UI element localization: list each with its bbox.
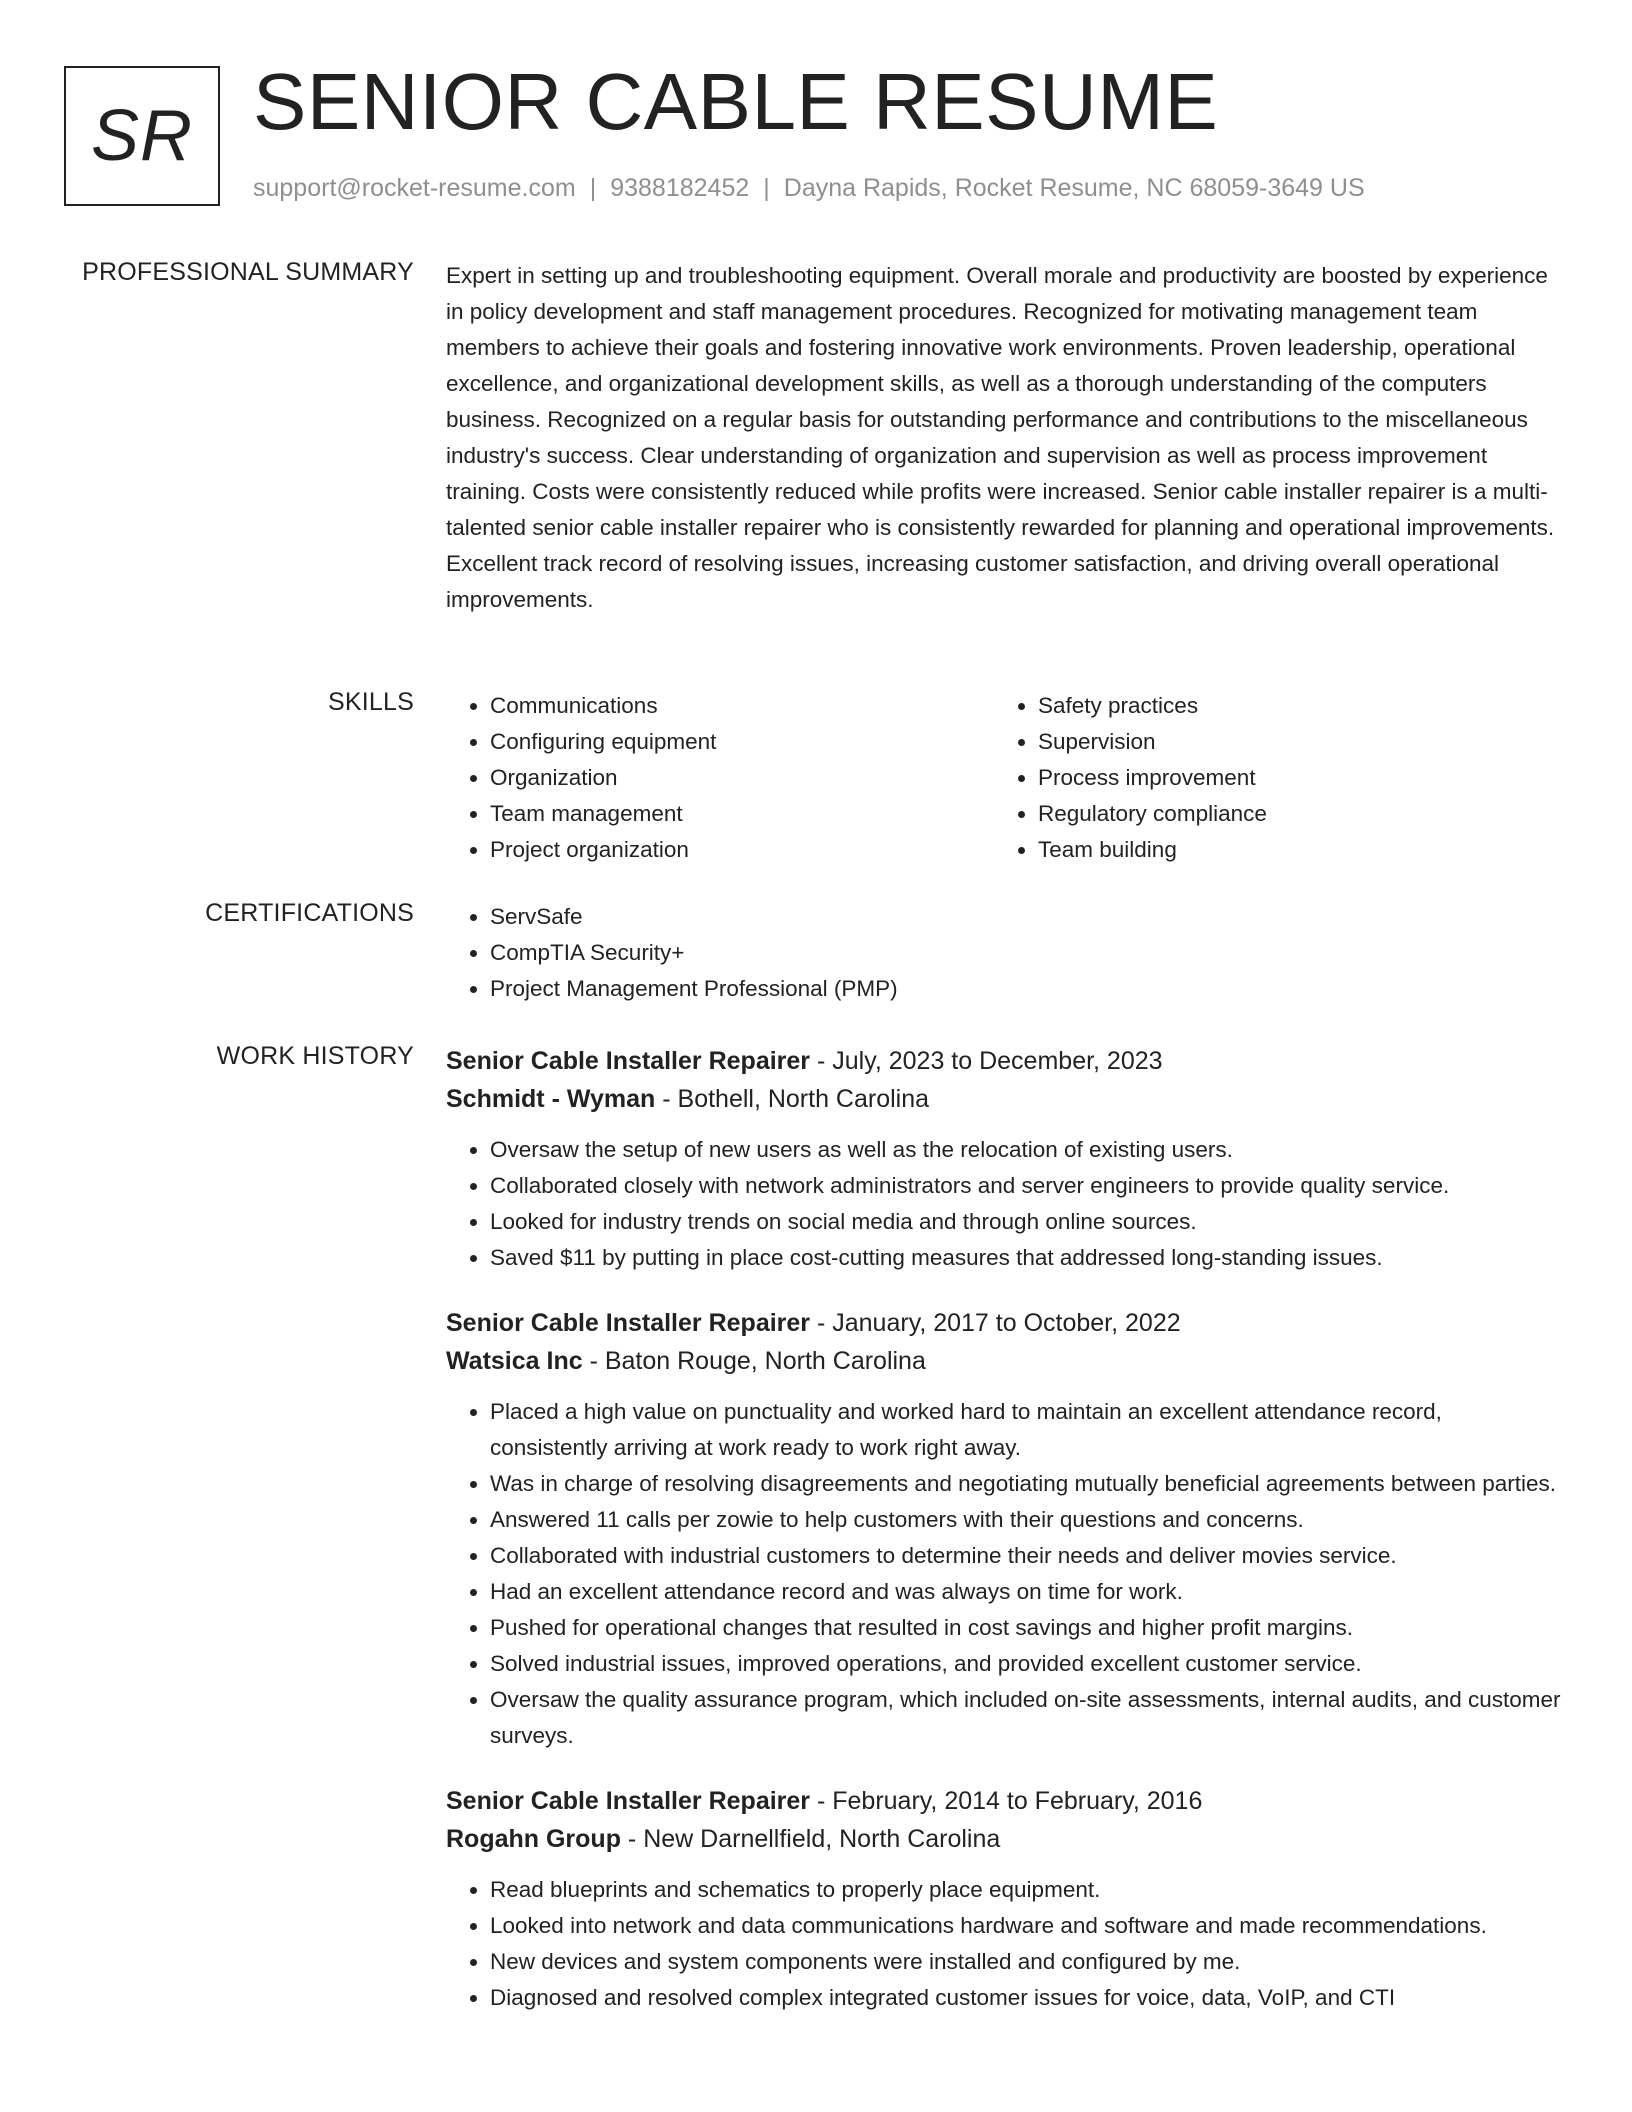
- skill-item: • Safety practices: [1038, 688, 1542, 724]
- job-duty: • Read blueprints and schematics to properly place equipment.: [490, 1872, 1562, 1908]
- skills-grid: [446, 688, 1562, 868]
- section-label-summary: PROFESSIONAL SUMMARY: [82, 258, 414, 286]
- skills-column-left: [446, 688, 994, 868]
- job-dates: - February, 2014 to February, 2016: [810, 1787, 1203, 1815]
- job-title-line: [446, 1042, 1562, 1080]
- job-location: - Bothell, North Carolina: [655, 1085, 930, 1113]
- contact-email: support@rocket-resume.com: [253, 174, 576, 202]
- skills-list-right: [994, 688, 1542, 868]
- job-duty: • Solved industrial issues, improved operations, and provided excellent customer service.: [490, 1646, 1562, 1682]
- skill-item: • Organization: [490, 760, 994, 796]
- skill-item: • Team management: [490, 796, 994, 832]
- job-company: Schmidt - Wyman: [446, 1085, 656, 1113]
- job-company-line: [446, 1342, 1562, 1380]
- job-dates: - January, 2017 to October, 2022: [810, 1309, 1181, 1337]
- skill-item: • Configuring equipment: [490, 724, 994, 760]
- skills-column-right: [994, 688, 1542, 868]
- skill-item: • Process improvement: [1038, 760, 1542, 796]
- job-entry: [446, 1782, 1562, 2016]
- certification-item: • ServSafe: [490, 899, 1562, 935]
- contact-separator: |: [763, 174, 770, 202]
- monogram-initials: SR: [90, 96, 194, 176]
- skill-item: • Regulatory compliance: [1038, 796, 1542, 832]
- contact-address: Dayna Rapids, Rocket Resume, NC 68059-3649 US: [783, 174, 1365, 202]
- skill-item: • Team building: [1038, 832, 1542, 868]
- job-duty: • Looked for industry trends on social media and through online sources.: [490, 1204, 1562, 1240]
- summary-body: [446, 258, 1562, 618]
- job-entry: [446, 1304, 1562, 1754]
- work-history-body: [446, 1042, 1562, 2016]
- contact-phone: 9388182452: [610, 174, 750, 202]
- job-dates: - July, 2023 to December, 2023: [810, 1047, 1163, 1075]
- job-duty: • Collaborated with industrial customers to determine their needs and deliver movies service.: [490, 1538, 1562, 1574]
- skills-body: [446, 688, 1562, 868]
- job-duty: • Answered 11 calls per zowie to help customers with their questions and concerns.: [490, 1502, 1562, 1538]
- job-location: - Baton Rouge, North Carolina: [582, 1347, 926, 1375]
- job-duty: • Oversaw the quality assurance program, which included on-site assessments, internal audits, and customer surveys.: [490, 1682, 1562, 1754]
- job-company-line: [446, 1820, 1562, 1858]
- job-title: Senior Cable Installer Repairer: [446, 1047, 811, 1075]
- job-duty: • Pushed for operational changes that resulted in cost savings and higher profit margins.: [490, 1610, 1562, 1646]
- job-company: Watsica Inc: [446, 1347, 583, 1375]
- job-title-line: [446, 1304, 1562, 1342]
- resume-name: SENIOR CABLE RESUME: [253, 57, 1219, 146]
- section-label-work-history: WORK HISTORY: [216, 1042, 414, 1070]
- job-entry: [446, 1042, 1562, 1276]
- job-duty: • Saved $11 by putting in place cost-cutting measures that addressed long-standing issues.: [490, 1240, 1562, 1276]
- section-label-certifications: CERTIFICATIONS: [205, 899, 414, 927]
- monogram-box: [64, 66, 220, 206]
- job-duties-list: [446, 1872, 1562, 2016]
- summary-text: Expert in setting up and troubleshooting equipment. Overall morale and productivity are boosted by experience in policy development and staff management procedures. Recognized for motivating management team members to achieve their goals and fostering innovative work environments. Proven leadership, operational excellence, and organizational development skills, as well as a thorough understanding of the computers business. Recognized on a regular basis for outstanding performance and contributions to the miscellaneous industry's success. Clear understanding of organization and supervision as well as process improvement training. Costs were consistently reduced while profits were increased. Senior cable installer repairer is a multi-talented senior cable installer repairer who is consistently rewarded for planning and operational improvements. Excellent track record of resolving issues, increasing customer satisfaction, and driving overall operational improvements.: [446, 263, 1555, 612]
- certifications-list: [446, 899, 1562, 1007]
- skill-item: • Project organization: [490, 832, 994, 868]
- certifications-body: [446, 899, 1562, 1007]
- job-duties-list: [446, 1132, 1562, 1276]
- contact-separator: |: [589, 174, 597, 202]
- job-title: Senior Cable Installer Repairer: [446, 1309, 811, 1337]
- job-duty: • Oversaw the setup of new users as well as the relocation of existing users.: [490, 1132, 1562, 1168]
- skill-item: • Communications: [490, 688, 994, 724]
- job-duty: • Was in charge of resolving disagreements and negotiating mutually beneficial agreements between parties.: [490, 1466, 1562, 1502]
- skills-list-left: [446, 688, 994, 868]
- job-title-line: [446, 1782, 1562, 1820]
- certification-item: • CompTIA Security+: [490, 935, 1562, 971]
- section-label-skills: SKILLS: [328, 688, 414, 716]
- job-duty: • Placed a high value on punctuality and worked hard to maintain an excellent attendance record, consistently arriving at work ready to work right away.: [490, 1394, 1562, 1466]
- job-company-line: [446, 1080, 1562, 1118]
- job-location: - New Darnellfield, North Carolina: [620, 1825, 1001, 1853]
- job-duty: • Diagnosed and resolved complex integrated customer issues for voice, data, VoIP, and CTI: [490, 1980, 1562, 2016]
- job-duty: • New devices and system components were installed and configured by me.: [490, 1944, 1562, 1980]
- job-duty: • Had an excellent attendance record and was always on time for work.: [490, 1574, 1562, 1610]
- job-company: Rogahn Group: [446, 1825, 621, 1853]
- job-title: Senior Cable Installer Repairer: [446, 1787, 811, 1815]
- skill-item: • Supervision: [1038, 724, 1542, 760]
- contact-line: [253, 174, 1365, 203]
- job-duties-list: [446, 1394, 1562, 1754]
- job-duty: • Looked into network and data communications hardware and software and made recommendations.: [490, 1908, 1562, 1944]
- job-duty: • Collaborated closely with network administrators and server engineers to provide quality service.: [490, 1168, 1562, 1204]
- certification-item: • Project Management Professional (PMP): [490, 971, 1562, 1007]
